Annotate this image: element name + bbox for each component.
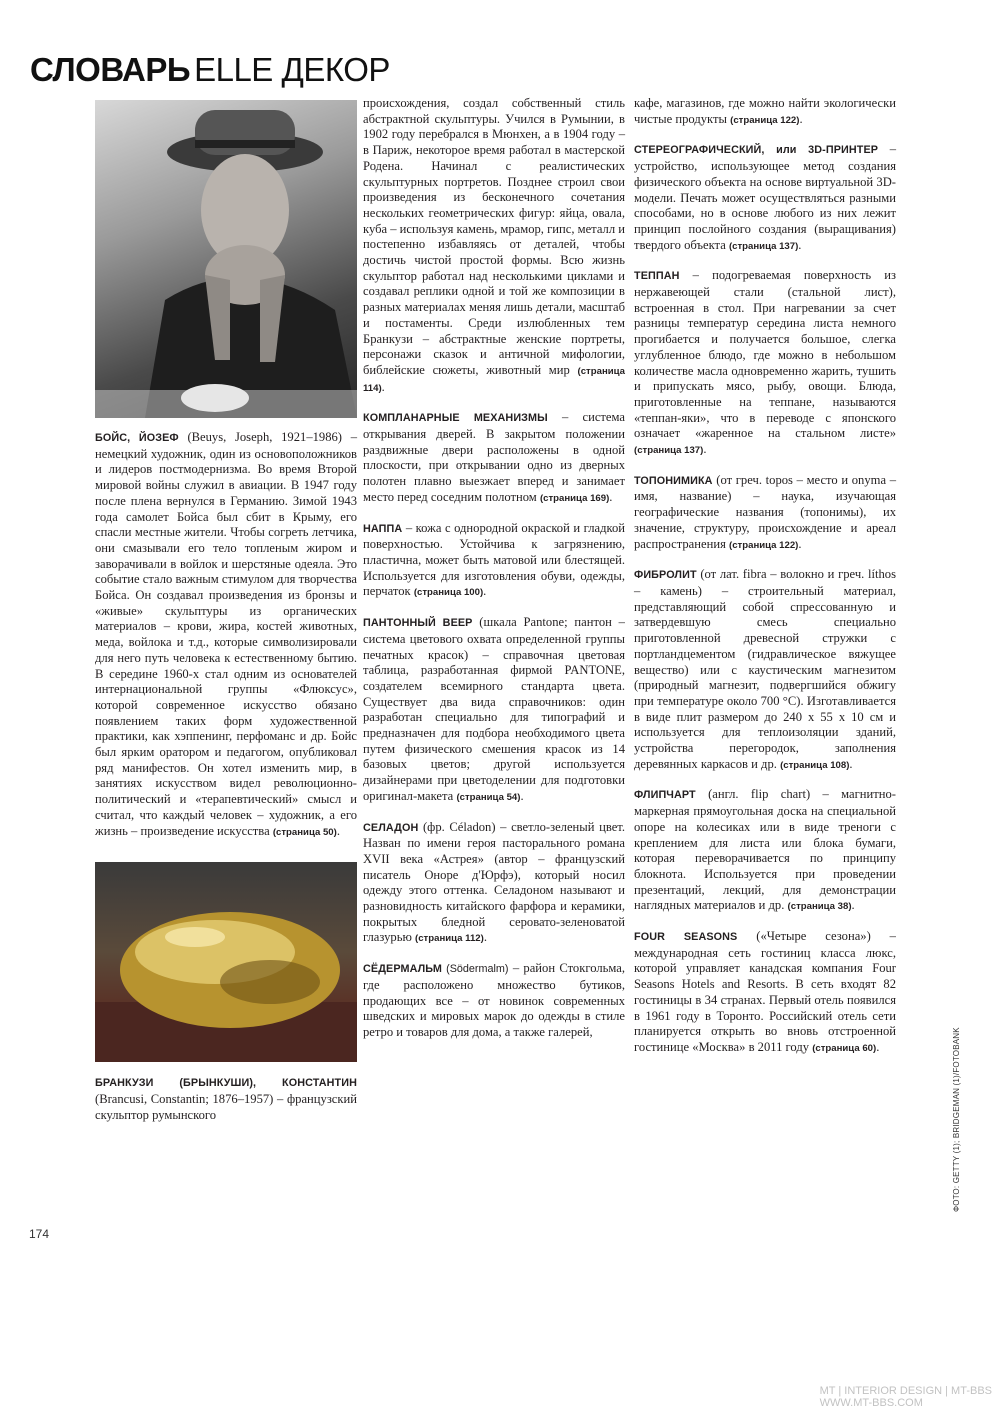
entry-sodermalm-cont: кафе, магазинов, где можно найти экологически чистые продукты (страница 122). [634, 96, 896, 126]
page-title [30, 50, 390, 90]
watermark-url: WWW.MT-BBS.COM [819, 1397, 923, 1409]
entry-pantone: ПАНТОННЫЙ ВЕЕР (шкала Pantone; пантон – система цветового охвата определенной группы печатных красок) – справочная цветовая таблица, разработанная фирмой PANTONE, создателем всемирного стандарта цвета. Существует два вида справочников: один разработан специально для типографий и предназначен для подбора необходимого цвета путем физического смешения красок из 14 базовых цветов; другой используется дизайнерами при цветоделении для подготовки оригинал-макета (страница 54). [363, 615, 625, 803]
watermark-text: MT | INTERIOR DESIGN | MT-BBS [819, 1385, 992, 1397]
beuys-photo [95, 100, 357, 418]
entry-sodermalm: СЁДЕРМАЛЬМ (Södermalm) – район Стокгольма, где расположено множество бутиков, продающих все – от новинок современных шведских и мировых марок до одежды в стиле ретро и товаров для дома, а также галерей, [363, 961, 625, 1039]
brancusi-sculpture-photo [95, 862, 357, 1062]
photo-credit: ФОТО: GETTY (1); BRIDGEMAN (1)/FOTOBANK [952, 1027, 961, 1212]
title-regular: ELLE ДЕКОР [194, 51, 390, 88]
entry-brancusi-cont: происхождения, создал собственный стиль абстрактной скульптуры. Учился в Румынии, в 1902 году перебрался в Мюнхен, а в 1904 году – в Париж, некоторое время работал в мастерской Родена. Начинал с реалистических скульптурных портретов. Позднее строил свои произведения из бесконечного сочетания нескольких геометрических фигур: яйца, овала, куба – используя камень, мрамор, гипс, металл и постепенно избавляясь от деталей, чтобы достичь чистой простой формы. Всю жизнь скульптор работал над несколькими циклами и создавал реплики одной и той же композиции в разных материалах меняя лишь детали, масштаб и постаменты. Среди излюбленных тем Бранкузи – абстрактные женские портреты, персонажи сказок и античной мифологии, библейские сюжеты, животный мир (страница 114). [363, 96, 626, 394]
column-1 [95, 100, 357, 1123]
entry-beuys: БОЙС, ЙОЗЕФ (Beuys, Joseph, 1921–1986) – немецкий художник, один из основоположников и лидеров постмодернизма. Во время Второй мировой войны служил в авиации. В 1947 году после плена вернулся в Германию. Зимой 1943 года самолет Бойса был сбит в Крыму, его спасли местные жители. Чтобы согреть летчика, они смазывали его тело топленым жиром и заворачивали в войлок и шерстяные одеяла. Это событие стало важным стимулом для творчества Бойса. Он создавал произведения из бронзы и «живые» скульптуры из органических материалов – крови, жира, костей животных, меда, войлока и т.д., которые символизировали для него путь человека к естественному бытию. В середине 1960-х стал одним из основателей интернациональной группы «Флюксус», которой современное искусство обязано появлением таких форм художественной практики, как хэппенинг, перфоманс и др. Бойс был ярким оратором и педагогом, опубликовал ряд манифестов. Он хотел изменить мир, в занятиях искусством видел революционно-политический и «терапевтический» смысл и считал, что каждый человек – художник, а его жизнь – произведение искусства (страница 50). [95, 430, 358, 838]
column-3 [634, 96, 896, 1057]
column-2 [363, 96, 626, 1041]
title-bold: СЛОВАРЬ [30, 51, 191, 88]
watermark [820, 1385, 992, 1409]
page-number: 174 [29, 1227, 50, 1241]
entry-nappa: НАППА – кожа с однородной окраской и гладкой поверхностью. Устойчива к загрязнению, пластична, может быть матовой или блестящей. Используется для изготовления обуви, одежды, перчаток (страница 100). [363, 520, 625, 599]
entry-teppan: ТЕППАН – подогреваемая поверхность из нержавеющей стали (стальной лист), встроенная в стол. При нагревании за счет разницы температур середина листа немного прогибается и получается большое, слегка углубленное блюдо, где можно в небольшом количестве масла одновременно жарить, тушить и припускать мясо, рыбу, овощи. Блюда, приготовленные на теппане, называются «теппан-яки», что в переводе с японского означает «жаренное на стальном листе» (страница 137). [634, 268, 896, 457]
entry-celadon: СЕЛАДОН (фр. Céladon) – светло-зеленый цвет. Назван по имени героя пасторального романа XVII века «Астрея» (автор – французский писатель Оноре д'Юрфэ), который носил одежду этого оттенка. Селадоном называют и разновидность китайского фарфора и керамики, покрытых бледной серовато-зеленоватой глазурью (страница 112). [363, 819, 625, 945]
entry-brancusi: БРАНКУЗИ (БРЫНКУШИ), КОНСТАНТИН (Brancusi, Constantin; 1876–1957) – французский скульптор румынского [95, 1077, 357, 1122]
entry-coplanar: КОМПЛАНАРНЫЕ МЕХАНИЗМЫ – система открывания дверей. В закрытом положении раздвижные двери расположены в одной плоскости, при открывании одно из дверных полотен плавно выезжает вперед и занимает место перед соседним полотном (страница 169). [363, 410, 625, 504]
entry-fibrolite: ФИБРОЛИТ (от лат. fibra – волокно и греч. líthos – камень) – строительный материал, представляющий собой спрессованную и затвердевшую смесь специально приготовленной древесной стружки с портландцементом (гидравлическое вяжущее вещество) или с каустическим магнезитом (природный магнезит, подвергшийся обжигу при температуре около 700 °С). Изготавливается в виде плит размером до 240 х 55 х 10 см и используется для теплоизоляции зданий, устройства перегородок, заполнения деревянных каркасов и др. (страница 108). [634, 567, 896, 771]
entry-toponymy: ТОПОНИМИКА (от греч. topos – место и onyma – имя, название) – наука, изучающая географические названия (топонимы), их значение, структуру, происхождение и ареал распространения (страница 122). [634, 472, 896, 551]
entry-flipchart: ФЛИПЧАРТ (англ. flip chart) – магнитно-маркерная прямоугольная доска на специальной опоре на колесиках или в виде треноги с креплением для листа или блока бумаги, которая переворачивается по принципу блокнота. Используется при проведении презентаций, лекций, для демонстрации наглядных материалов и др. (страница 38). [634, 787, 896, 913]
entry-four-seasons: FOUR SEASONS («Четыре сезона») – международная сеть гостиниц класса люкс, которой управляет канадская компания Four Seasons Hotels and Resorts. В сеть входят 82 гостиницы в 34 странах. Первый отель появился в 1961 году в Торонто. Российский отель сети планируется открыть во вновь отстроенной гостинице «Москва» в 2011 году (страница 60). [634, 929, 896, 1054]
entry-3d-printer: СТЕРЕОГРАФИЧЕСКИЙ, или 3D-ПРИНТЕР – устройство, использующее метод создания физического объекта на основе виртуальной 3D-модели. Печать может осуществляться разными способами, но в основе любого из них лежит принцип послойного создания (выращивания) твердого объекта (страница 137). [634, 142, 896, 252]
